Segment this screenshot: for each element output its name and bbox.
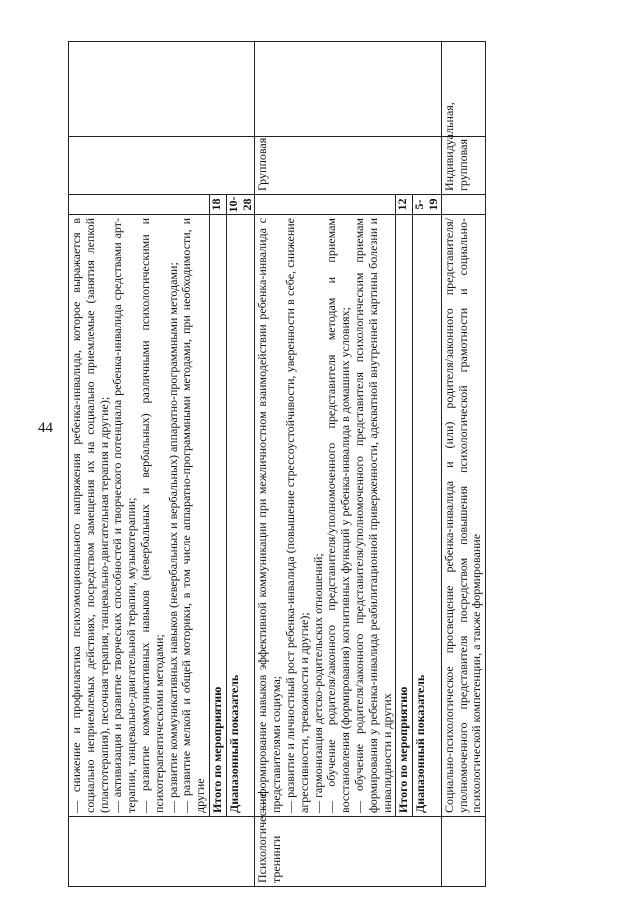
total-label: Итого по мероприятию [396, 215, 413, 817]
list-item: — развитие и личностный рост ребенка-инвалида (повышение стрессоустойчивости, уверенности в себе, снижение агрессивности, тревожности и другие); [282, 218, 311, 813]
total-value: 12 [396, 195, 413, 215]
list-item: — гармонизация детско-родительских отношений; [310, 553, 325, 813]
count-cell [69, 195, 210, 215]
list-item: — активизация и развитие творческих способностей и творческого потенциала ребенка-инвалида средствами арт-терапии, танцевально-двигательной терапии, музыкотерапии; [110, 218, 139, 813]
count-cell [441, 195, 485, 215]
description-text: Социально-психологическое просвещение ребенка-инвалида и (или) родителя/законного представителя/уполномоченного представителя посредством повышения психологической грамотности и социально-психологической компетенции, а также формирование [441, 218, 484, 813]
activity-form: Групповая [255, 137, 441, 195]
page-number: 44 [38, 420, 53, 436]
activity-form: Индивидуальная, групповая [441, 137, 485, 195]
empty-cell [69, 42, 255, 137]
activity-name-cell [441, 817, 485, 887]
list-item: — развитие мелкой и общей моторики, в том числе аппаратно-программными методами, при необходимости, и другие [179, 218, 208, 813]
table-row [255, 42, 396, 887]
rehabilitation-table [68, 41, 486, 887]
list-item: — формирование навыков эффективной коммуникации при межличностном взаимодействии ребенка-инвалида с представителями социума; [255, 218, 284, 813]
empty-cell [255, 42, 441, 137]
activity-description-cell [441, 215, 485, 817]
list-item: — снижение и профилактика психоэмоционального напряжения ребенка-инвалида, которое выражается в социально неприемлемых действиях, посредством замещения их на социально приемлемые (занятия лепкой (пластотерапия), песочная терапия, танцевально-двигательная терапия и другие); [69, 218, 111, 813]
list-item: — обучение родителя/законного представителя/уполномоченного представителя методам и приемам восстановления (формирования) когнитивных функций у ребенка-инвалида в домашних условиях; [324, 218, 353, 813]
range-value: 5-19 [413, 195, 442, 215]
total-label: Итого по мероприятию [209, 215, 226, 817]
form-cell [69, 137, 255, 195]
range-value: 10-28 [225, 196, 254, 213]
range-label: Диапазонный показатель [413, 215, 442, 817]
total-value: 18 [209, 195, 226, 215]
list-item: — развитие коммуникативных навыков (невербальных и вербальных) аппаратно-программными методами; [165, 262, 180, 813]
table-row [441, 42, 485, 887]
activity-description-cell [255, 215, 396, 817]
table-row [69, 42, 210, 887]
count-cell [255, 195, 396, 215]
list-item: — обучение родителя/законного представителя/уполномоченного представителя психологическим приемам формирования у ребенка-инвалида реабилитационной приверженности, адекватной внутренней картины болезни и инвалидности и других [351, 218, 394, 813]
activity-name-cell [69, 817, 255, 887]
activity-name: Психологические тренинги [255, 817, 441, 887]
activity-description-cell [69, 215, 210, 817]
list-item: — развитие коммуникативных навыков (невербальных и вербальных) различными психологическими и психотерапевтическими методами; [137, 218, 166, 813]
range-label: Диапазонный показатель [226, 215, 255, 817]
